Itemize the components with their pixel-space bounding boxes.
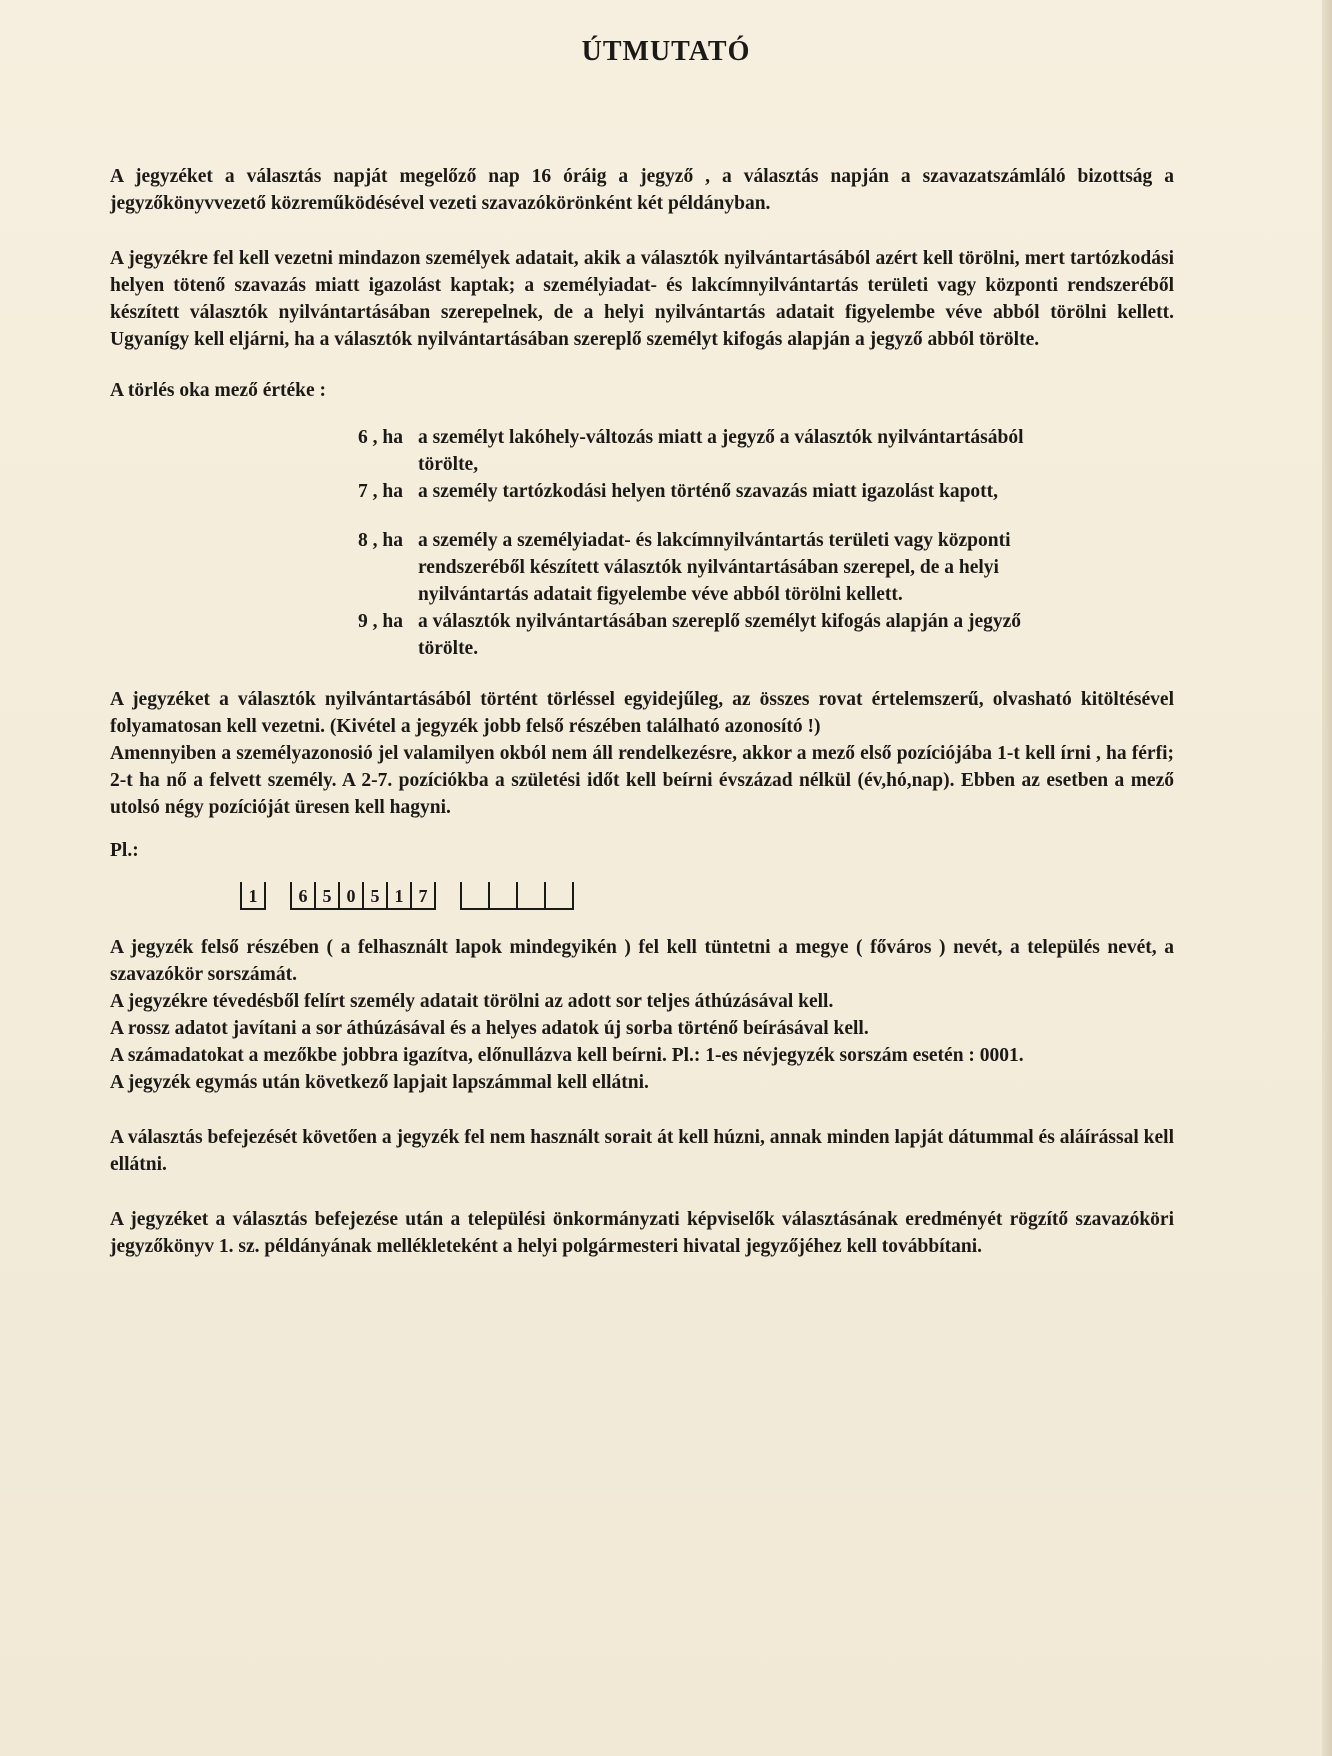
- example-id-boxes: [240, 876, 1174, 910]
- paragraph-numbers: A számadatokat a mezőkbe jobbra igazítva, előnullázva kell beírni. Pl.: 1-es névjegyzék sorszám esetén : 0001.: [110, 1045, 1024, 1066]
- reasons-heading: A törlés oka mező értéke :: [110, 380, 327, 401]
- id-box: 1: [386, 882, 410, 908]
- paragraph-continuous-entry: A jegyzéket a választók nyilvántartásából történt törléssel egyidejűleg, az összes rovat értelemszerű, olvasható kitöltésével folyamatosan kell vezetni. (Kivétel a jegyzék jobb felső részében található azonosító !): [110, 689, 1174, 737]
- paragraph-forwarding: A jegyzéket a választás befejezése után a települési önkormányzati képviselők választásának eredményét rögzítő szavazóköri jegyzőkönyv 1. sz. példányának mellékleteként a helyi polgármesteri hivatal jegyzőjéhez kell továbbítani.: [110, 1209, 1174, 1257]
- reason-text: a személy tartózkodási helyen történő szavazás miatt igazolást kapott,: [418, 481, 999, 502]
- paragraph-personal-id: Amennyiben a személyazonosió jel valamilyen okból nem áll rendelkezésre, akkor a mező első pozíciójába 1-t kell írni , ha férfi; 2-t ha nő a felvett személy. A 2-7. pozíciókba a születési időt kell beírni évszázad nélkül (év,hó,nap). Ebben az esetben a mező utolsó négy pozícióját üresen kell hagyni.: [110, 743, 1174, 818]
- reason-text: a személyt lakóhely-változás miatt a jegyző a választók nyilvántartásából törölte,: [418, 427, 1024, 475]
- paragraph-registration: A jegyzékre fel kell vezetni mindazon személyek adatait, akik a választók nyilvántartásából azért kell törölni, mert tartózkodási helyen tötenő szavazás miatt igazolást kaptak; a személyiadat- és lakcímnyilvántartás területi vagy központi rendszeréből készített választók nyilvántartásában szerepelnek, de a helyi nyilvántartás adatait figyelembe véve abból törölni kellett. Ugyanígy kell eljárni, ha a választók nyilvántartásában szereplő személyt kifogás alapján a jegyző abból törölte.: [110, 248, 1174, 350]
- id-box: 6: [290, 882, 314, 908]
- id-box-group-sex: [240, 882, 266, 910]
- reason-item: [110, 478, 1174, 505]
- document-body: [110, 163, 1174, 1260]
- id-box-group-empty: [460, 882, 574, 910]
- reasons-list: [110, 424, 1174, 662]
- id-box: [544, 882, 574, 908]
- reason-text: a választók nyilvántartásában szereplő személyt kifogás alapján a jegyző törölte.: [418, 611, 1022, 659]
- paragraph-header-info: A jegyzék felső részében ( a felhasznált lapok mindegyikén ) fel kell tüntetni a megye ( főváros ) nevét, a település nevét, a szavazókör sorszámát.: [110, 937, 1174, 985]
- id-box: 5: [362, 882, 386, 908]
- reason-code: 8 , ha: [358, 530, 403, 551]
- id-box: [516, 882, 544, 908]
- reason-code: 9 , ha: [358, 611, 403, 632]
- reason-text: a személy a személyiadat- és lakcímnyilvántartás területi vagy központi rendszeréből készített választók nyilvántartásában szerepel, de a helyi nyilvántartás adatait figyelembe véve abból törölni kellett.: [418, 530, 1011, 605]
- id-box-group-birthdate: [290, 882, 436, 910]
- id-box: 7: [410, 882, 436, 908]
- reason-code: 6 , ha: [358, 427, 403, 448]
- reason-item: [110, 424, 1174, 478]
- id-box: 0: [338, 882, 362, 908]
- page-edge: [1322, 0, 1332, 1756]
- reason-item: [110, 527, 1174, 608]
- example-label: Pl.:: [110, 840, 139, 861]
- paragraph-page-numbers: A jegyzék egymás után következő lapjait lapszámmal kell ellátni.: [110, 1072, 649, 1093]
- page-title: ÚTMUTATÓ: [581, 36, 751, 67]
- paragraph-intro: A jegyzéket a választás napját megelőző nap 16 óráig a jegyző , a választás napján a szavazatszámláló bizottság a jegyzőkönyvvezető közreműködésével vezeti szavazókörönként két példányban.: [110, 166, 1174, 214]
- reason-code: 7 , ha: [358, 481, 403, 502]
- paragraph-correction: A rossz adatot javítani a sor áthúzásával és a helyes adatok új sorba történő beírásával kell.: [110, 1018, 869, 1039]
- id-box: 1: [240, 882, 266, 908]
- paragraph-closing: A választás befejezését követően a jegyzék fel nem használt sorait át kell húzni, annak minden lapját dátummal és aláírással kell ellátni.: [110, 1127, 1174, 1175]
- id-box: [488, 882, 516, 908]
- id-box: 5: [314, 882, 338, 908]
- id-box: [460, 882, 488, 908]
- reason-item: [110, 608, 1174, 662]
- paragraph-error-delete: A jegyzékre tévedésből felírt személy adatait törölni az adott sor teljes áthúzásával kell.: [110, 991, 834, 1012]
